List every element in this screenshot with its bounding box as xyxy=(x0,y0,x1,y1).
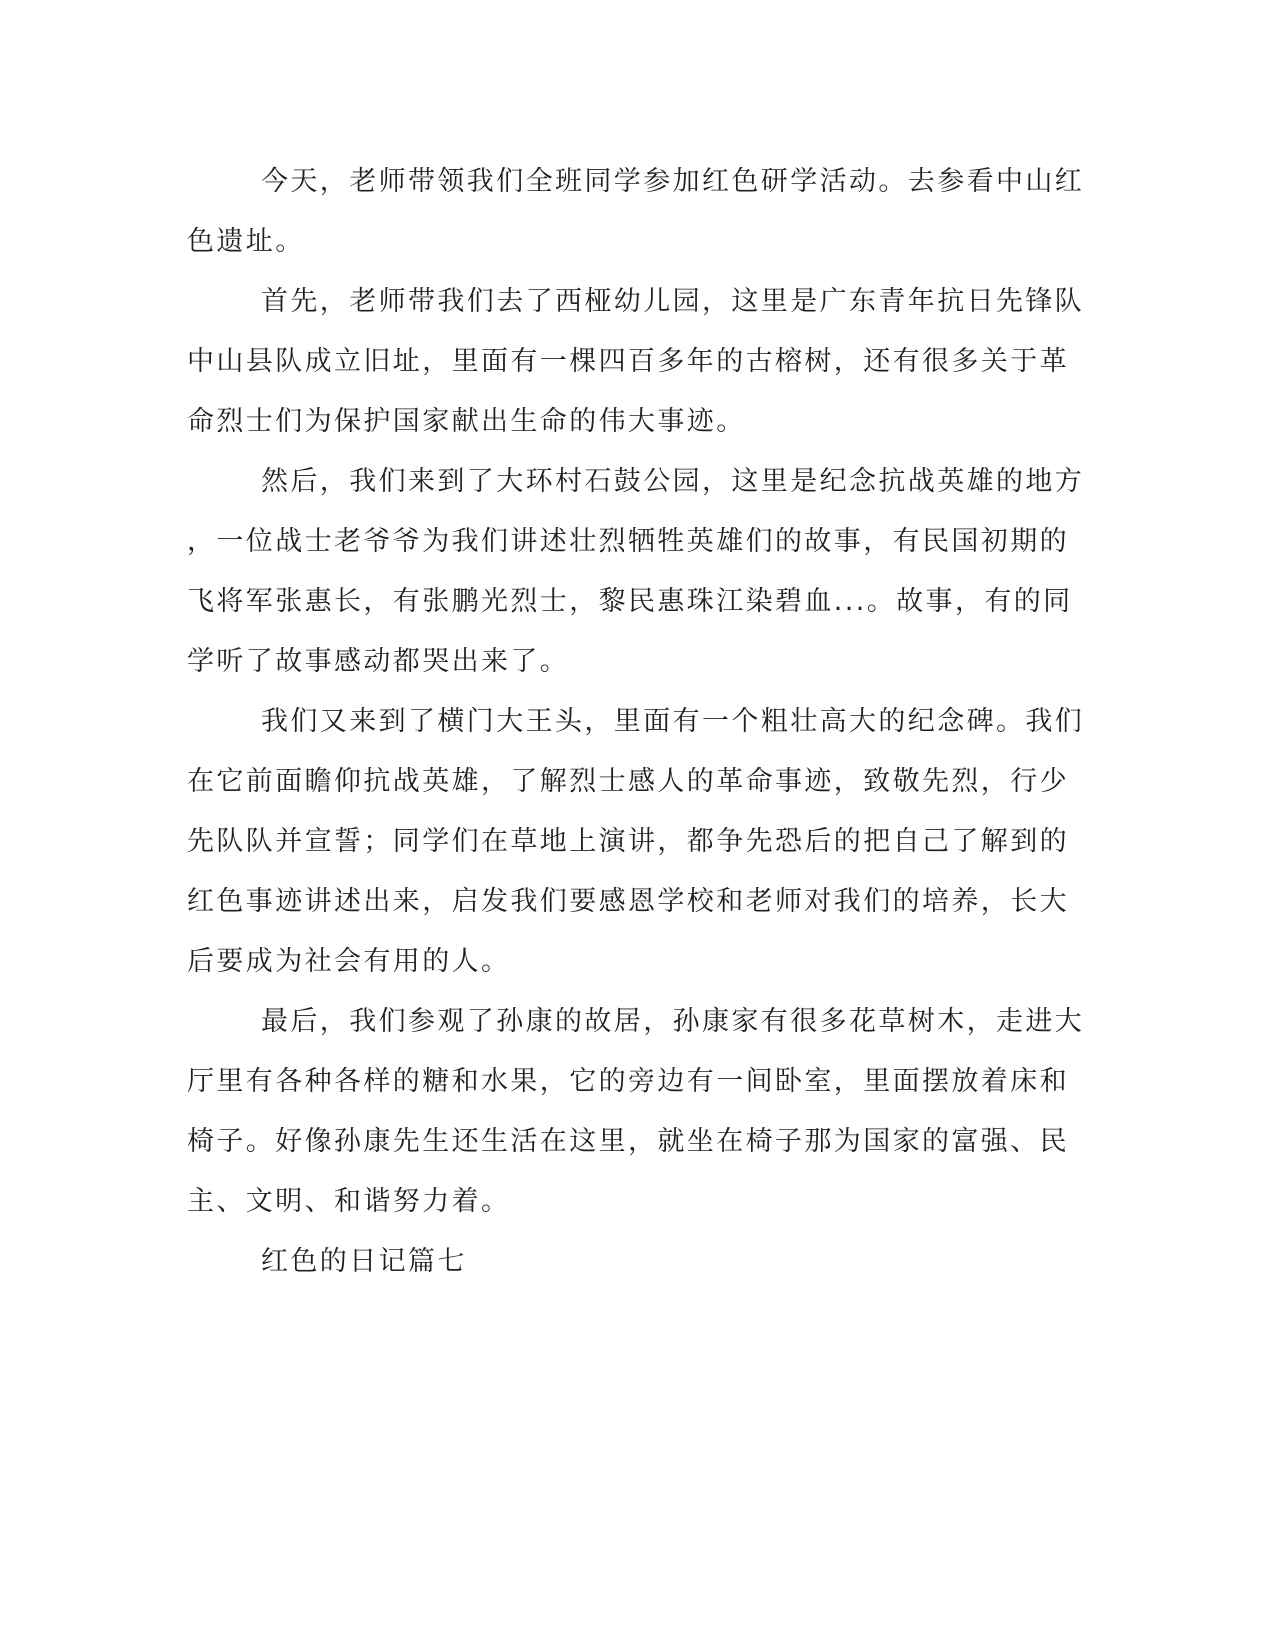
text-line: 后要成为社会有用的人。 xyxy=(187,946,511,977)
text-line: 先队队并宣誓；同学们在草地上演讲，都争先恐后的把自己了解到的 xyxy=(187,826,1069,857)
text-line: 飞将军张惠长，有张鹏光烈士，黎民惠珠江染碧血...。故事，有的同 xyxy=(187,586,1073,617)
text-line: 学听了故事感动都哭出来了。 xyxy=(187,646,570,677)
text-line: 首先，老师带我们去了西桠幼儿园，这里是广东青年抗日先锋队 xyxy=(261,286,1085,317)
section-heading xyxy=(187,1232,1067,1292)
text-line: 色遗址。 xyxy=(187,226,305,257)
text-line: 命烈士们为保护国家献出生命的伟大事迹。 xyxy=(187,406,746,437)
text-line: 最后，我们参观了孙康的故居，孙康家有很多花草树木，走进大 xyxy=(261,1006,1085,1037)
heading-line: 红色的日记篇七 xyxy=(261,1246,467,1277)
text-line: 主、文明、和谐努力着。 xyxy=(187,1186,511,1217)
text-line: 今天，老师带领我们全班同学参加红色研学活动。去参看中山红 xyxy=(261,166,1085,197)
text-line: 椅子。好像孙康先生还生活在这里，就坐在椅子那为国家的富强、民 xyxy=(187,1126,1069,1157)
text-line: 红色事迹讲述出来，启发我们要感恩学校和老师对我们的培养，长大 xyxy=(187,886,1069,917)
paragraph-4 xyxy=(187,692,1085,992)
text-line: 中山县队成立旧址，里面有一棵四百多年的古榕树，还有很多关于革 xyxy=(187,346,1069,377)
text-line: 我们又来到了横门大王头，里面有一个粗壮高大的纪念碑。我们 xyxy=(261,706,1085,737)
document-body xyxy=(187,152,1085,1292)
paragraph-5 xyxy=(187,992,1085,1232)
paragraph-2 xyxy=(187,272,1085,452)
paragraph-3 xyxy=(187,452,1085,692)
paragraph-1 xyxy=(187,152,1085,272)
text-line: 在它前面瞻仰抗战英雄，了解烈士感人的革命事迹，致敬先烈，行少 xyxy=(187,766,1069,797)
text-line: ，一位战士老爷爷为我们讲述壮烈牺牲英雄们的故事，有民国初期的 xyxy=(187,526,1069,557)
text-line: 厅里有各种各样的糖和水果，它的旁边有一间卧室，里面摆放着床和 xyxy=(187,1066,1069,1097)
text-line: 然后，我们来到了大环村石鼓公园，这里是纪念抗战英雄的地方 xyxy=(261,466,1085,497)
